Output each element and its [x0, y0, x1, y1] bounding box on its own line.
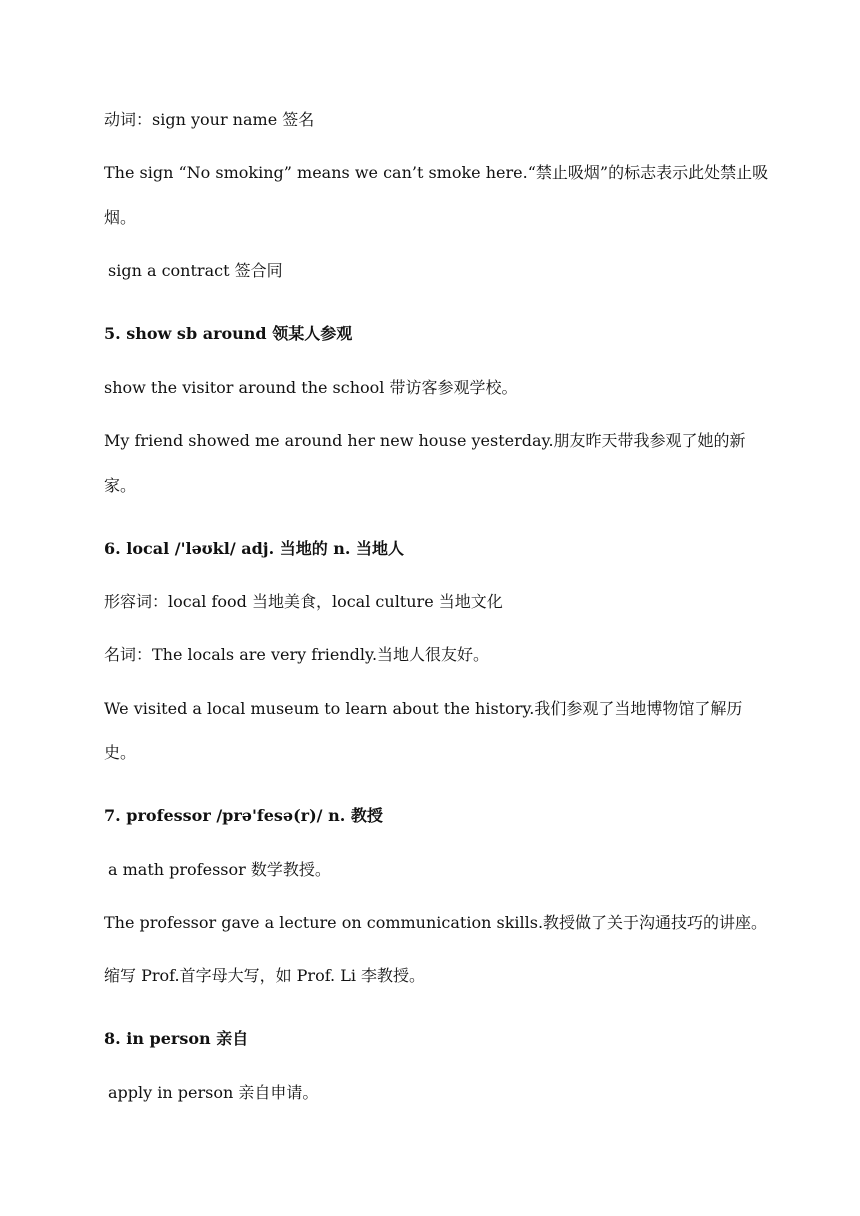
phrase-example-line: sign a contract 签合同: [108, 261, 283, 280]
adjective-usage-line: 形容词：local food 当地美食，local culture 当地文化: [104, 592, 503, 611]
noun-usage-line: 名词：The locals are very friendly.当地人很友好。: [104, 645, 490, 664]
phrase-example-line: show the visitor around the school 带访客参观学校。: [104, 378, 518, 397]
phrase-example-line: a math professor 数学教授。: [108, 860, 331, 879]
section-heading-7: 7. professor /prə'fesə(r)/ n. 教授: [104, 806, 383, 825]
section-heading-8: 8. in person 亲自: [104, 1029, 249, 1048]
example-sentence-continuation: 史。: [104, 743, 137, 762]
section-heading-5: 5. show sb around 领某人参观: [104, 324, 353, 343]
example-sentence-line: My friend showed me around her new house yesterday.朋友昨天带我参观了她的新: [104, 431, 746, 450]
section-heading-6: 6. local /'ləʊkl/ adj. 当地的 n. 当地人: [104, 539, 405, 558]
abbreviation-note-line: 缩写 Prof.首字母大写，如 Prof. Li 李教授。: [104, 966, 426, 985]
example-sentence-line: We visited a local museum to learn about the history.我们参观了当地博物馆了解历: [104, 699, 743, 718]
example-sentence-continuation: 烟。: [104, 208, 137, 227]
example-sentence-line: The professor gave a lecture on communication skills.教授做了关于沟通技巧的讲座。: [104, 913, 768, 932]
phrase-example-line: apply in person 亲自申请。: [108, 1083, 319, 1102]
example-sentence-line: The sign “No smoking” means we can’t smoke here.“禁止吸烟”的标志表示此处禁止吸: [104, 163, 769, 182]
verb-usage-line: 动词：sign your name 签名: [104, 110, 315, 129]
example-sentence-continuation: 家。: [104, 476, 137, 495]
